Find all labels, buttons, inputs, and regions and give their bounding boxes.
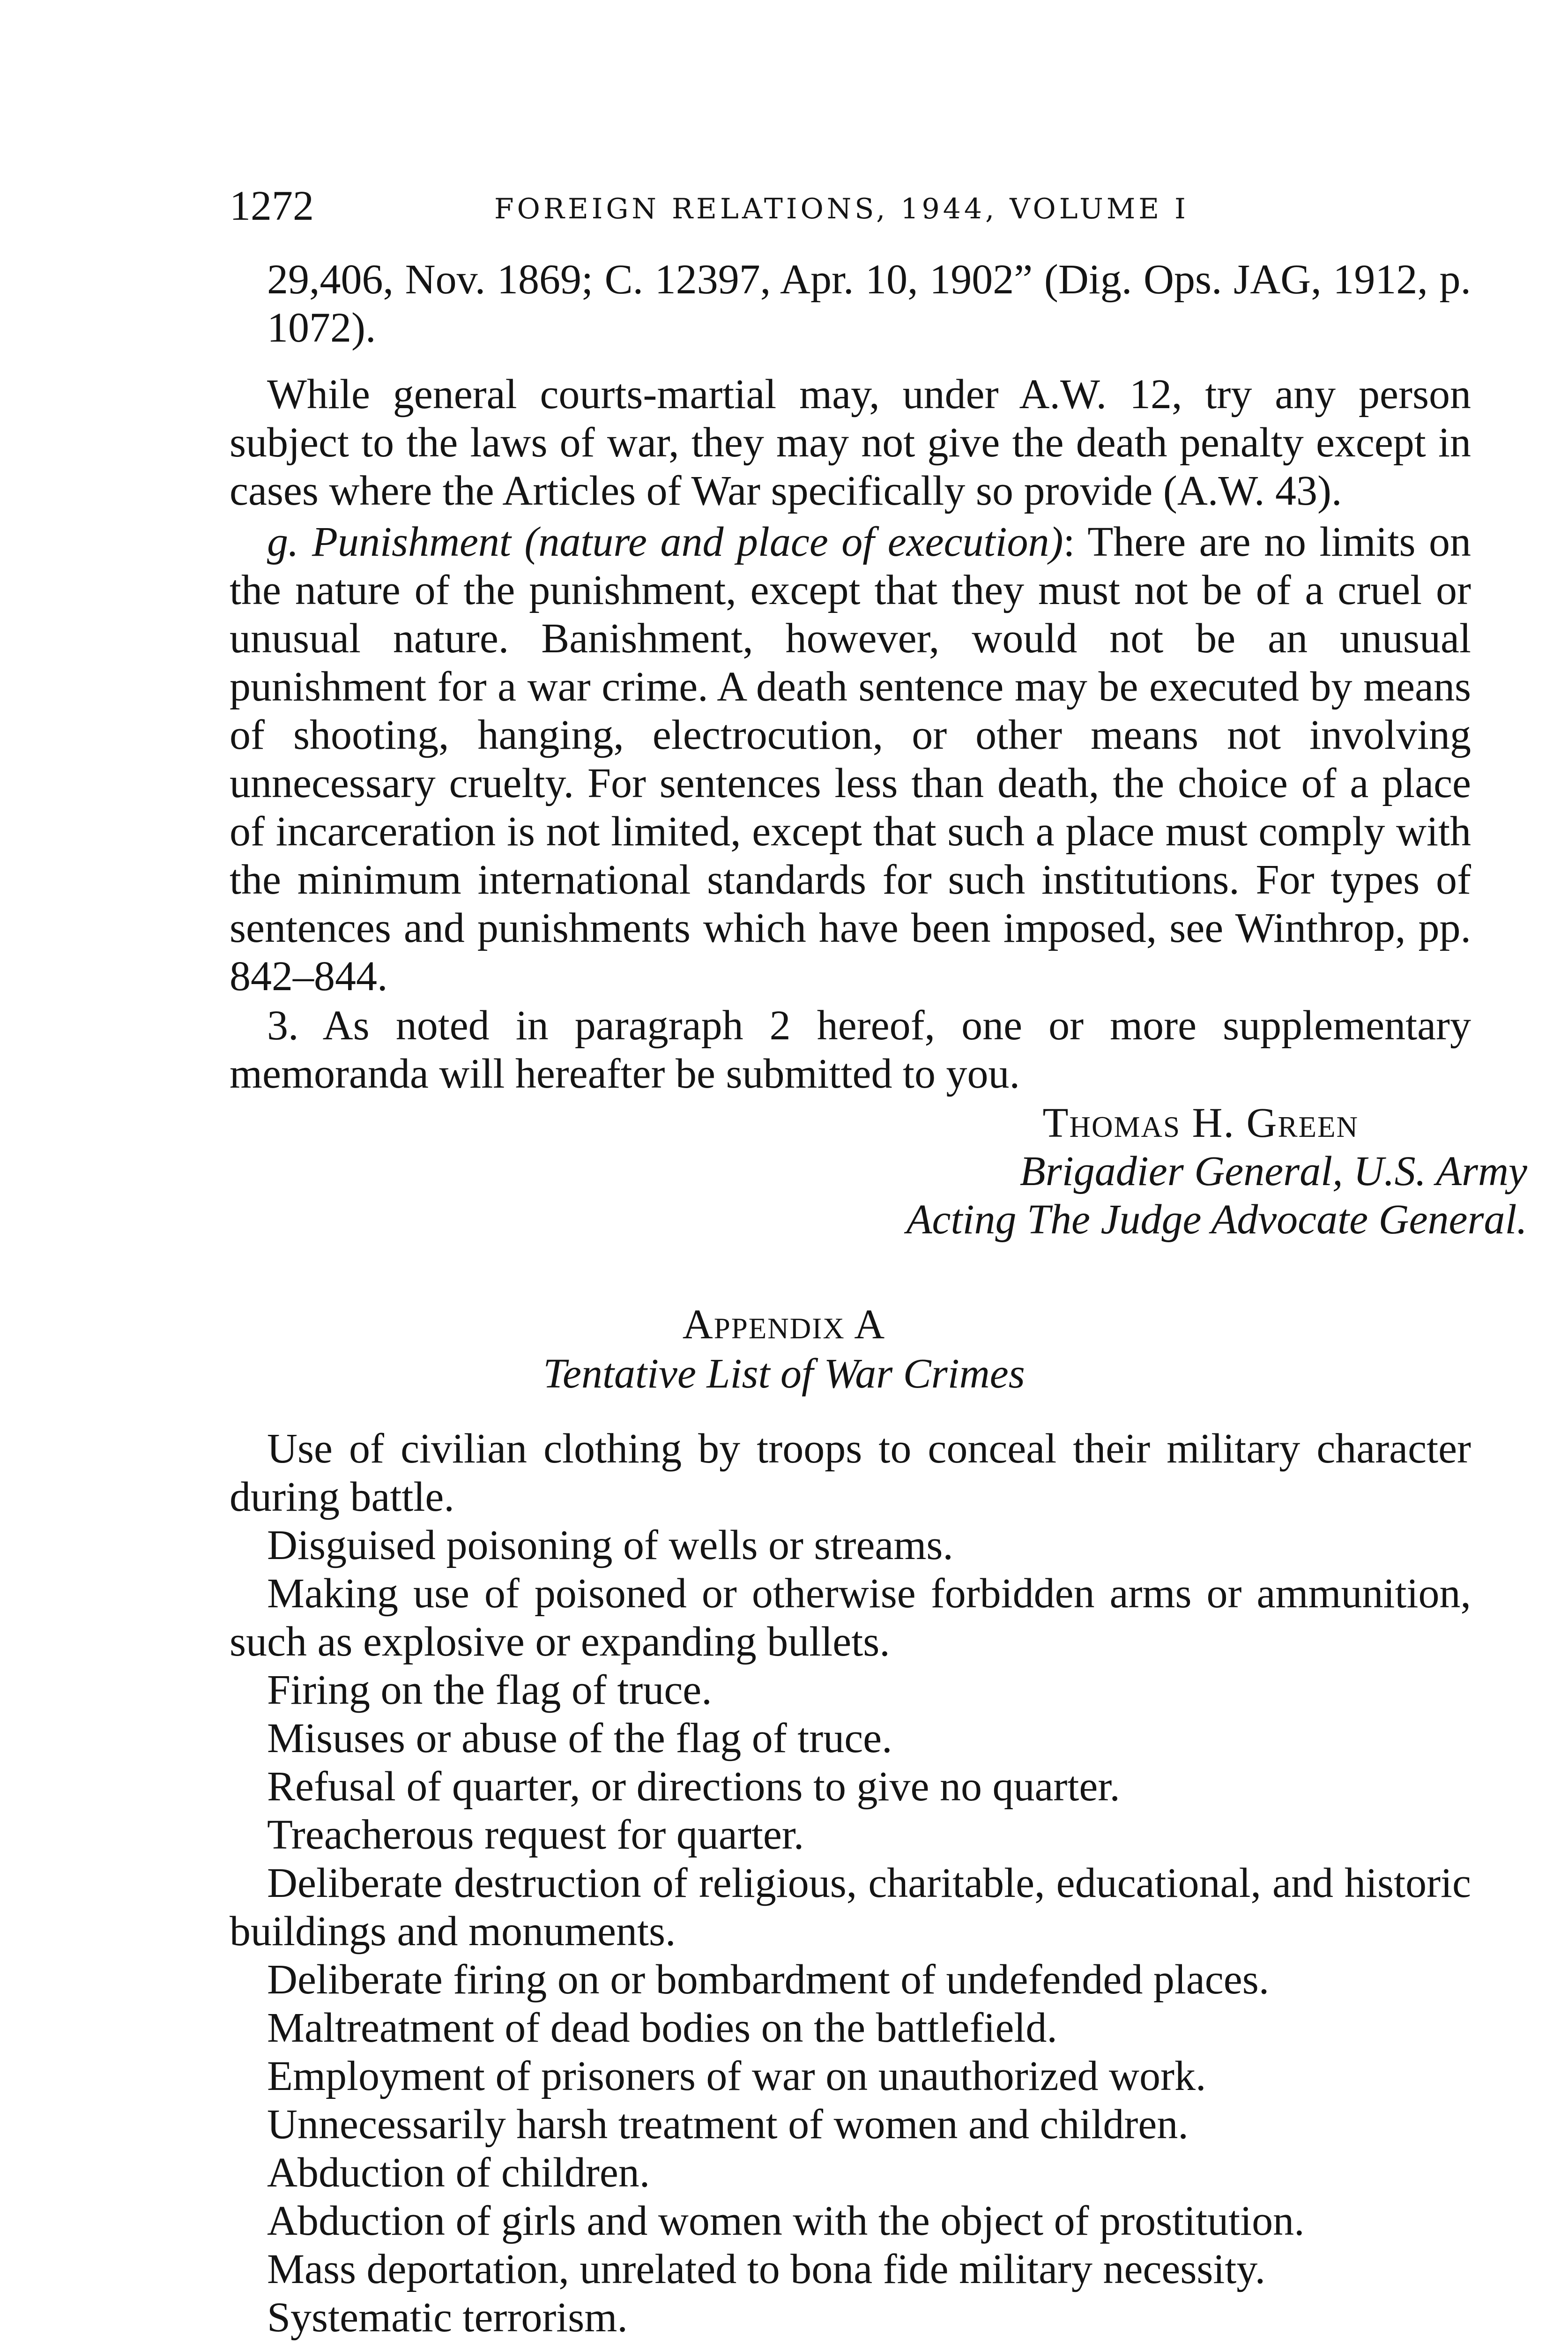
- list-item: Refusal of quarter, or directions to give no quarter.: [267, 1763, 1120, 1810]
- list-item: Employment of prisoners of war on unauthorized work.: [267, 2053, 1206, 2099]
- page-number: 1272: [230, 183, 314, 229]
- page-header: [230, 180, 1494, 237]
- list-item: Maltreatment of dead bodies on the battlefield.: [267, 2005, 1057, 2051]
- war-crimes-list: [230, 1425, 1471, 2343]
- list-item: Deliberate destruction of religious, charitable, educational, and historic buildings and monuments.: [230, 1860, 1471, 1955]
- list-item: Deliberate firing on or bombardment of undefended places.: [267, 1956, 1270, 2003]
- appendix-title: Appendix A: [682, 1301, 886, 1348]
- list-item: Firing on the flag of truce.: [267, 1667, 712, 1713]
- paragraph-courts-martial: While general courts-martial may, under A.W. 12, try any person subject to the laws of war, they may not give the death penalty except in cases where the Articles of War specifically so provide (A.W. 43).: [230, 371, 1471, 514]
- list-item: Abduction of girls and women with the object of prostitution.: [267, 2198, 1305, 2244]
- list-item: Abduction of children.: [267, 2149, 650, 2196]
- list-item: Systematic terrorism.: [267, 2294, 628, 2341]
- punishment-text: There are no limits on the nature of the punishment, except that they must not be of a cruel or unusual nature. Banishment, however, would not be an unusual punishment for a war crime. A death sentence may be executed by means of shooting, hanging, electrocution, or other means not involving unnecessary cruelty. For sentences less than death, the choice of a place of incarceration is not limited, except that such a place must comply with the minimum international standards for such institutions. For types of sentences and punishments which have been imposed, see Winthrop, pp. 842–844.: [230, 519, 1471, 1000]
- signature-block: [796, 1099, 1527, 1244]
- list-item: Making use of poisoned or otherwise forbidden arms or ammunition, such as explosive or expanding bullets.: [230, 1570, 1471, 1665]
- list-item: Mass deportation, unrelated to bona fide military necessity.: [267, 2246, 1266, 2292]
- punishment-heading: g. Punishment (nature and place of execution): [267, 519, 1063, 565]
- punishment-heading-colon: :: [1063, 519, 1075, 565]
- appendix-subtitle: Tentative List of War Crimes: [543, 1351, 1025, 1397]
- list-item: Unnecessarily harsh treatment of women and children.: [267, 2101, 1189, 2148]
- quote-continuation: 29,406, Nov. 1869; C. 12397, Apr. 10, 1902” (Dig. Ops. JAG, 1912, p. 1072).: [267, 256, 1471, 351]
- list-item: Misuses or abuse of the flag of truce.: [267, 1715, 892, 1761]
- signatory-title: Acting The Judge Advocate General.: [906, 1196, 1527, 1243]
- running-head: FOREIGN RELATIONS, 1944, VOLUME I: [494, 193, 1189, 225]
- signatory-rank: Brigadier General, U.S. Army: [1019, 1148, 1527, 1194]
- list-item: Treacherous request for quarter.: [267, 1812, 804, 1858]
- paragraph-punishment: [230, 518, 1471, 1000]
- list-item: Use of civilian clothing by troops to conceal their military character during battle.: [230, 1425, 1471, 1520]
- list-item: Disguised poisoning of wells or streams.: [267, 1522, 953, 1568]
- signatory-name: Thomas H. Green: [1042, 1100, 1359, 1146]
- paragraph-3: 3. As noted in paragraph 2 hereof, one or more supplementary memoranda will hereafter be submitted to you.: [230, 1002, 1471, 1097]
